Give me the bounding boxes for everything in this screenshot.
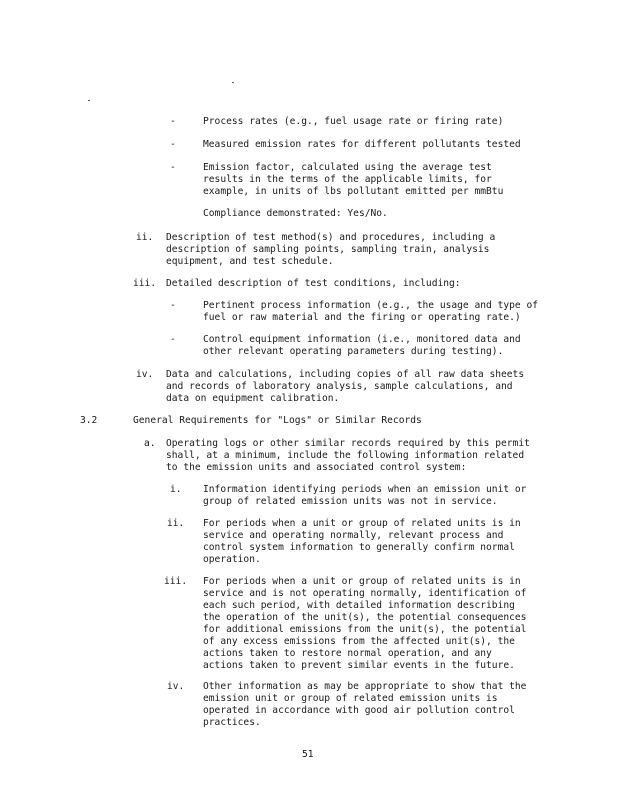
- scan-speck: [88, 100, 90, 101]
- dash-item: [203, 162, 503, 198]
- section-number: 3.2: [80, 415, 98, 426]
- roman-marker: iii.: [164, 576, 188, 587]
- dash-item-text: Pertinent process information (e.g., the usage and type of fuel or raw material and the firing or operating rate.): [203, 300, 539, 323]
- section-heading: General Requirements for "Logs" or Similar Records: [133, 415, 422, 426]
- log-requirement-item: [203, 681, 526, 729]
- dash-item-text: Measured emission rates for different pollutants tested: [203, 139, 521, 150]
- bullet-dash: -: [170, 162, 176, 173]
- roman-marker: iv.: [167, 681, 185, 692]
- roman-marker: i.: [170, 484, 182, 495]
- paragraph-text: Other information as may be appropriate to show that the emission unit or group of related emission units is operated in accordance with good air pollution control practices.: [203, 681, 527, 728]
- roman-marker: ii.: [167, 518, 185, 529]
- control-equipment-item: [203, 334, 521, 358]
- bullet-dash: -: [170, 300, 176, 311]
- roman-marker: ii.: [136, 232, 154, 243]
- process-info-item: [203, 300, 538, 324]
- dash-item-text: Control equipment information (i.e., monitored data and other relevant operating parameters during testing).: [203, 334, 521, 357]
- test-conditions-heading: Detailed description of test conditions, including:: [166, 278, 461, 289]
- roman-marker: iii.: [133, 278, 157, 289]
- roman-marker: iv.: [136, 369, 154, 380]
- paragraph-text: Description of test method(s) and procedures, including a description of sampling points, sampling train, analysis equipment, and test schedule.: [166, 232, 496, 267]
- paragraph-text: Information identifying periods when an emission unit or group of related emission units was not in service.: [203, 484, 527, 507]
- dash-item: [203, 116, 503, 128]
- bullet-dash: -: [170, 139, 176, 150]
- paragraph-text: Data and calculations, including copies of all raw data sheets and records of laboratory analysis, sample calculations, and data on equipment calibration.: [166, 369, 525, 404]
- log-requirement-item: [203, 484, 526, 508]
- dash-item-text: Process rates (e.g., fuel usage rate or firing rate): [203, 116, 504, 127]
- item-marker: a.: [144, 438, 156, 449]
- compliance-statement: Compliance demonstrated: Yes/No.: [203, 208, 388, 219]
- data-calculations-item: [166, 369, 524, 405]
- operating-logs-paragraph: [166, 438, 530, 474]
- dash-item-text: Emission factor, calculated using the average test results in the terms of the applicable limits, for example, in units of lbs pollutant emitted per mmBtu: [203, 162, 504, 197]
- paragraph-text: For periods when a unit or group of related units is in service and is not operating normally, identification of each such period, with detailed information describing the operation of the unit(s), the potential consequences for additional emissions from the unit(s), the potential of any excess emissions from the affected unit(s), the actions taken to restore normal operation, and any actions taken to prevent similar events in the future.: [203, 576, 527, 671]
- log-requirement-item: [203, 518, 521, 566]
- paragraph-text: For periods when a unit or group of related units is in service and operating normally, relevant process and control system information to generally confirm normal operation.: [203, 518, 521, 565]
- bullet-dash: -: [170, 334, 176, 345]
- page-number: 51: [302, 749, 314, 760]
- bullet-dash: -: [170, 116, 176, 127]
- scan-speck: [232, 82, 234, 83]
- dash-item: [203, 139, 521, 151]
- paragraph-text: Operating logs or other similar records required by this permit shall, at a minimum, include the following information related to the emission units and associated control system:: [166, 438, 530, 473]
- test-method-description: [166, 232, 495, 268]
- log-requirement-item: [203, 576, 526, 672]
